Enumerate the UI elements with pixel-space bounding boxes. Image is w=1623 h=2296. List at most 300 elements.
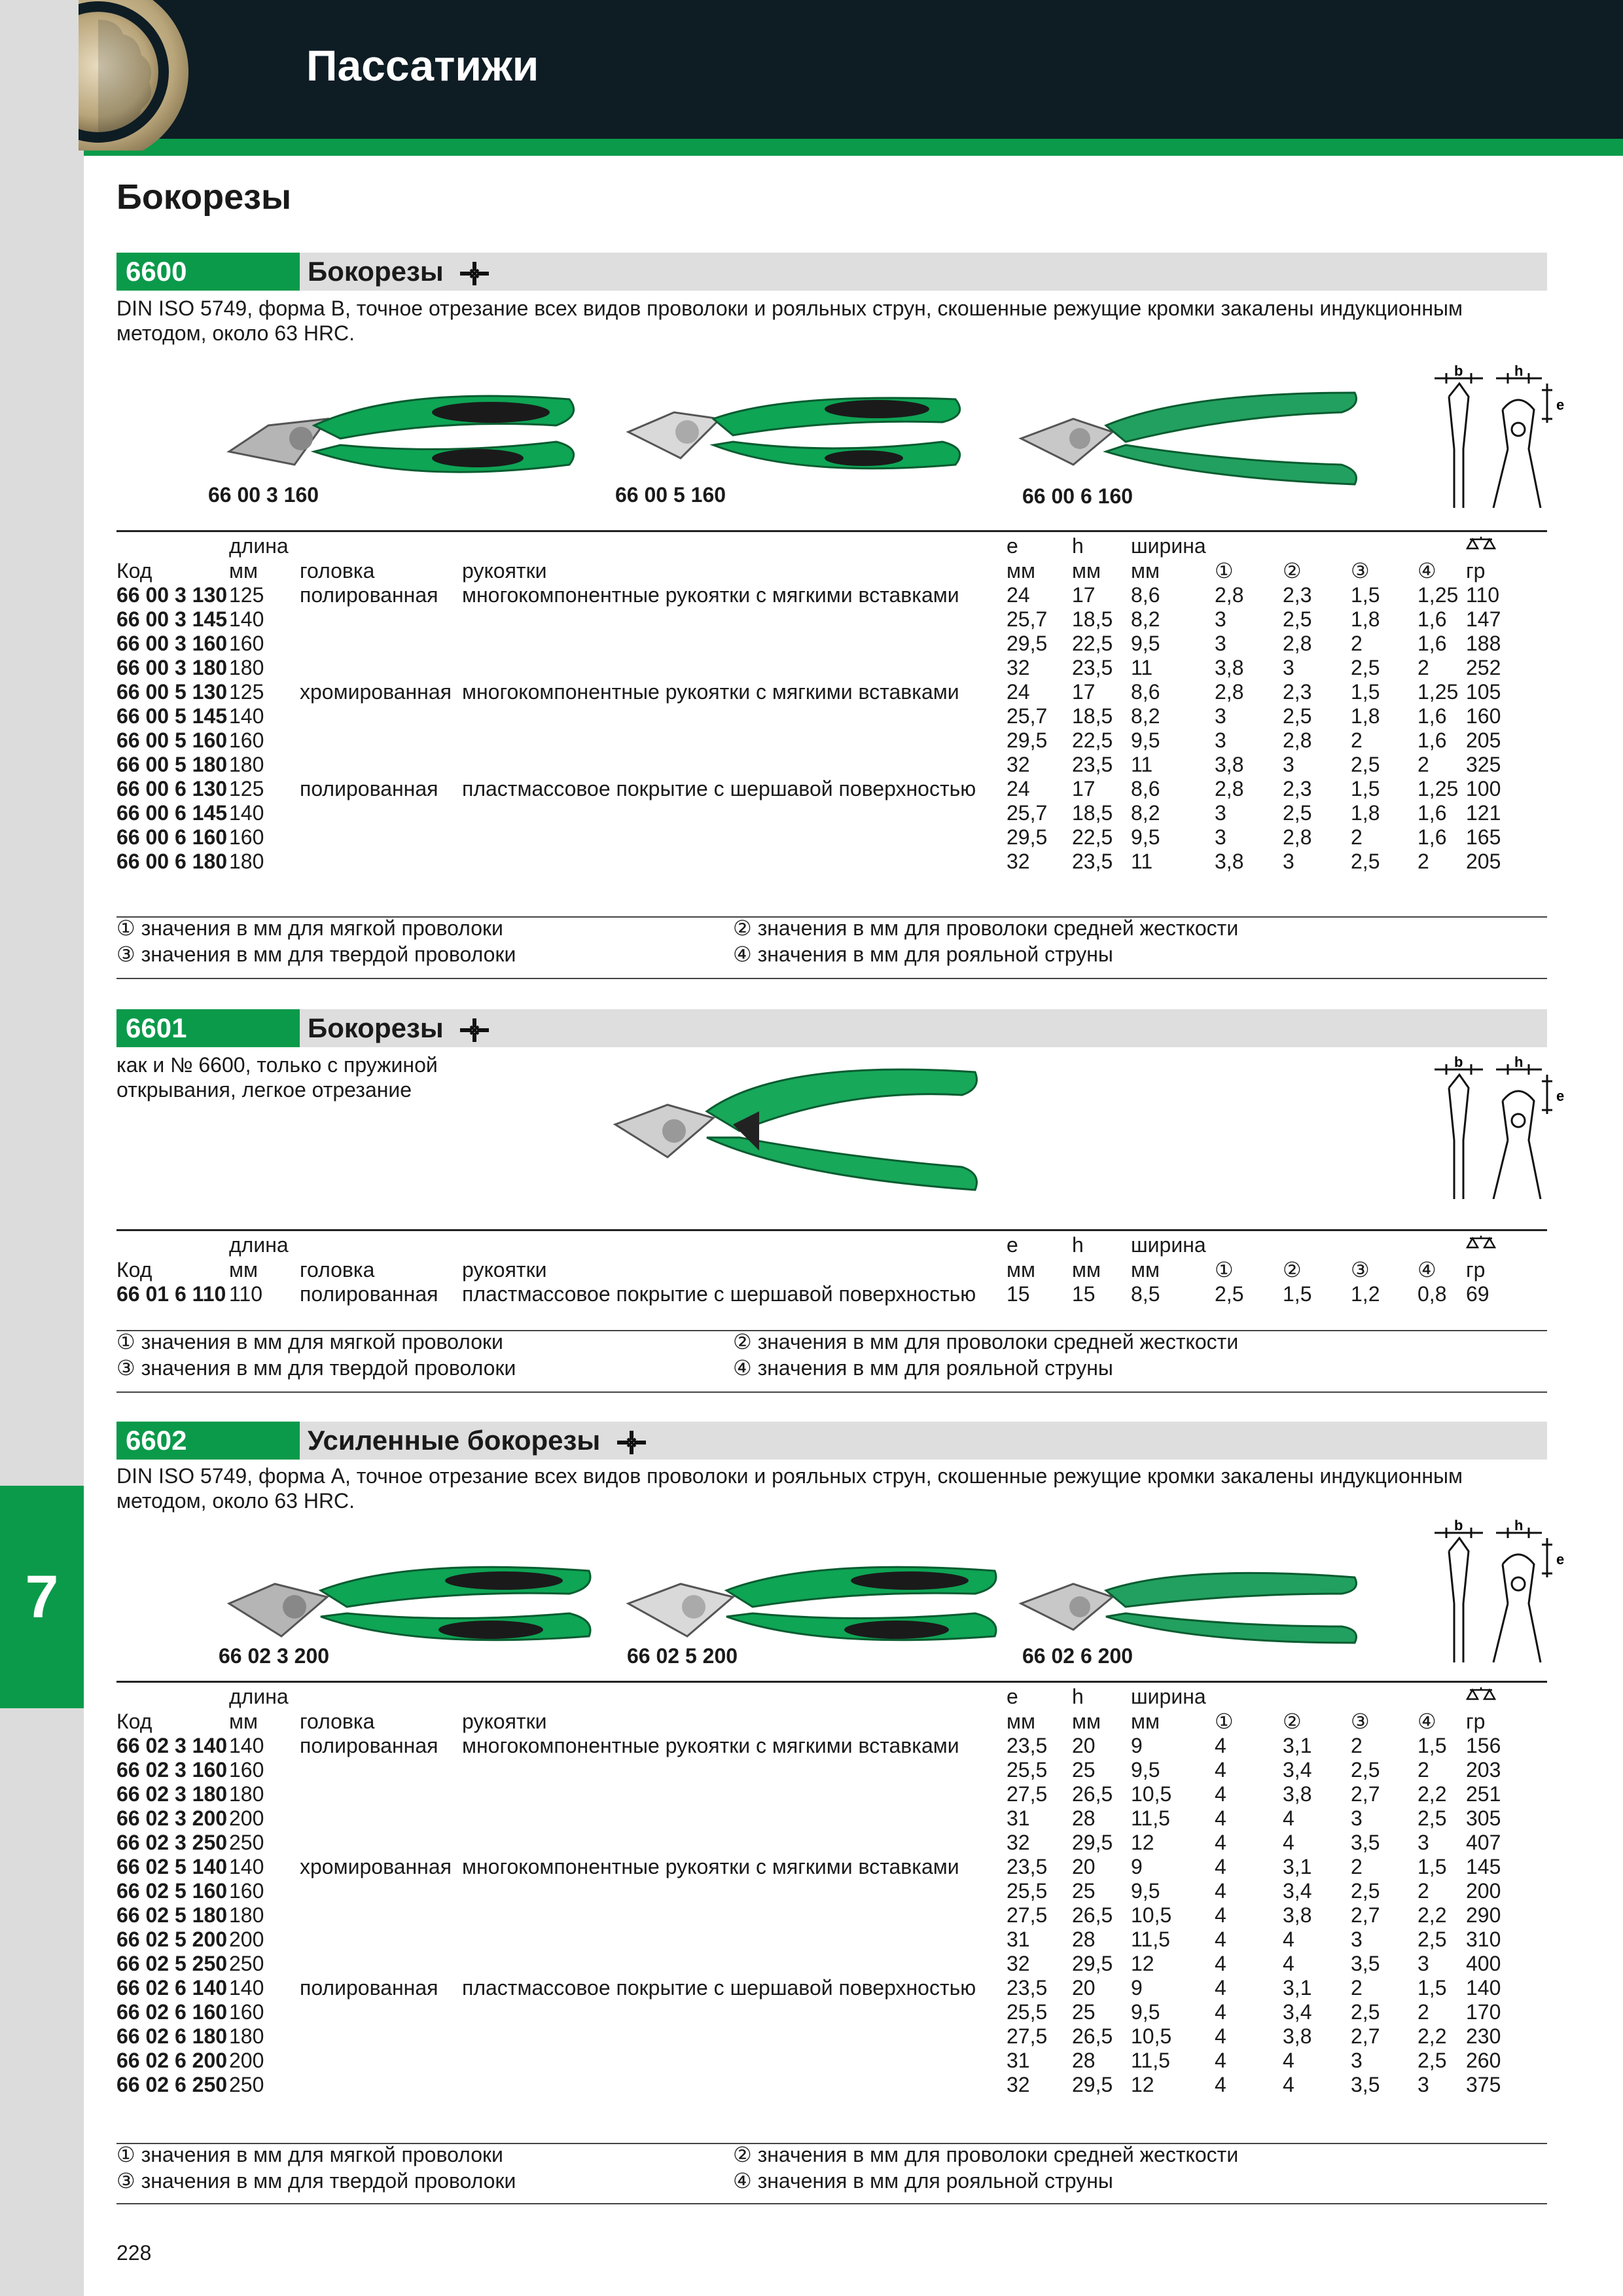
- cell-width: 10,5: [1131, 1782, 1172, 1806]
- header-3: ③: [1351, 1258, 1370, 1282]
- cell-length: 180: [229, 1903, 264, 1927]
- diagram-label-e: e: [1556, 1088, 1565, 1104]
- cell-e: 32: [1007, 1952, 1030, 1975]
- cell-e: 27,5: [1007, 2024, 1048, 2048]
- table-row: [116, 680, 1505, 704]
- cutter-symbol-icon: [457, 260, 491, 287]
- cell-val-4: 1,6: [1418, 607, 1447, 631]
- table-row: [116, 607, 1505, 632]
- table-row: [116, 728, 1505, 753]
- pliers-image-6600-6: [1014, 380, 1368, 497]
- cell-val-4: 2: [1418, 656, 1429, 679]
- section-end-rule: [116, 1391, 1547, 1393]
- pliers-image-6600-5: [615, 380, 988, 491]
- cell-e: 27,5: [1007, 1903, 1048, 1927]
- cell-h: 25: [1072, 1879, 1096, 1903]
- left-margin-strip: [0, 0, 84, 2296]
- cell-head: [300, 753, 462, 777]
- cell-e: 25,5: [1007, 1879, 1048, 1903]
- cell-handles: [462, 1782, 1007, 1806]
- cell-weight: 400: [1466, 1952, 1501, 1975]
- table-row: [116, 753, 1505, 777]
- footnote-1: ① значения в мм для мягкой проволоки: [116, 916, 503, 940]
- cell-val-3: 2,5: [1351, 1879, 1380, 1903]
- product-label: 66 02 5 200: [627, 1644, 738, 1668]
- gear-logo-icon: [79, 0, 190, 151]
- cell-val-1: 3,8: [1215, 753, 1244, 776]
- cell-length: 200: [229, 1806, 264, 1830]
- cell-weight: 203: [1466, 1758, 1501, 1782]
- cell-h: 22,5: [1072, 728, 1113, 752]
- cell-val-3: 3: [1351, 1928, 1363, 1951]
- cell-h: 15: [1072, 1282, 1096, 1306]
- cell-h: 18,5: [1072, 801, 1113, 825]
- cell-val-2: 2,8: [1283, 728, 1312, 752]
- cell-val-3: 1,2: [1351, 1282, 1380, 1306]
- header-head: головка: [300, 1258, 375, 1282]
- header-length: длина: [229, 534, 289, 558]
- cell-val-1: 4: [1215, 2049, 1226, 2072]
- cell-length: 140: [229, 704, 264, 728]
- cell-val-1: 3: [1215, 801, 1226, 825]
- footnotes-6602: [116, 2142, 1547, 2197]
- cell-code: 66 02 6 250: [116, 2073, 228, 2096]
- scale-icon: [1466, 1685, 1505, 1710]
- cell-head: полированная: [300, 583, 438, 607]
- header-4: ④: [1418, 559, 1436, 583]
- cell-width: 8,2: [1131, 801, 1160, 825]
- cell-code: 66 00 3 145: [116, 607, 228, 631]
- section-code: 6600: [116, 253, 300, 291]
- cell-length: 250: [229, 1831, 264, 1854]
- cell-head: [300, 850, 462, 874]
- cell-e: 15: [1007, 1282, 1030, 1306]
- header-h: h: [1072, 1685, 1084, 1708]
- cell-handles: [462, 2049, 1007, 2073]
- cell-weight: 110: [1466, 583, 1500, 607]
- cell-handles: [462, 632, 1007, 656]
- cell-val-3: 3,5: [1351, 1831, 1380, 1854]
- table-row: [116, 1831, 1505, 1855]
- cell-length: 160: [229, 825, 264, 849]
- cell-handles: пластмассовое покрытие с шершавой поверхностью: [462, 1282, 976, 1306]
- cell-weight: 188: [1466, 632, 1501, 655]
- cell-e: 29,5: [1007, 632, 1048, 655]
- section-code: 6601: [116, 1009, 300, 1047]
- section-code: 6602: [116, 1422, 300, 1460]
- cell-val-3: 2,7: [1351, 2024, 1380, 2048]
- table-row: [116, 1952, 1505, 1976]
- footnote-1: ① значения в мм для мягкой проволоки: [116, 2143, 503, 2166]
- cell-h: 22,5: [1072, 825, 1113, 849]
- cell-val-1: 3: [1215, 607, 1226, 631]
- cell-val-4: 0,8: [1418, 1282, 1447, 1306]
- header-1: ①: [1215, 1710, 1234, 1733]
- footnote-3: ③ значения в мм для твердой проволоки: [116, 942, 516, 966]
- cell-e: 29,5: [1007, 825, 1048, 849]
- cell-val-1: 4: [1215, 2073, 1226, 2096]
- header-green-bar: [84, 139, 1623, 156]
- header-handles: рукоятки: [462, 559, 547, 583]
- diagram-label-b: b: [1454, 1518, 1463, 1534]
- cell-val-2: 3: [1283, 656, 1294, 679]
- cell-val-4: 2: [1418, 1879, 1429, 1903]
- table-row: [116, 777, 1505, 801]
- header-h: h: [1072, 1233, 1084, 1257]
- cell-head: [300, 1831, 462, 1855]
- cell-val-3: 2,5: [1351, 753, 1380, 776]
- cell-weight: 156: [1466, 1734, 1501, 1757]
- dimension-diagram: [1431, 1518, 1588, 1662]
- cell-head: [300, 1928, 462, 1952]
- scale-icon: [1466, 534, 1505, 559]
- cell-code: 66 02 3 250: [116, 1831, 228, 1854]
- cell-val-2: 3,4: [1283, 2000, 1312, 2024]
- cell-weight: 310: [1466, 1928, 1501, 1951]
- cell-val-2: 2,3: [1283, 583, 1312, 607]
- table-row: [116, 656, 1505, 680]
- cell-head: [300, 1903, 462, 1928]
- cell-val-3: 3,5: [1351, 1952, 1380, 1975]
- footnote-2: ② значения в мм для проволоки средней жесткости: [733, 916, 1239, 940]
- cell-handles: [462, 607, 1007, 632]
- pliers-image-6600-3: [216, 380, 602, 491]
- cell-handles: [462, 1806, 1007, 1831]
- cell-length: 140: [229, 1734, 264, 1757]
- cell-e: 32: [1007, 850, 1030, 873]
- cell-code: 66 00 6 180: [116, 850, 228, 873]
- diagram-label-e: e: [1556, 1551, 1565, 1568]
- cell-handles: [462, 753, 1007, 777]
- cell-val-4: 3: [1418, 1831, 1429, 1854]
- cell-val-1: 4: [1215, 1806, 1226, 1830]
- cell-width: 8,6: [1131, 583, 1160, 607]
- table-body: [116, 583, 1505, 874]
- section-title-text: Усиленные бокорезы: [308, 1425, 601, 1456]
- cell-head: полированная: [300, 1734, 438, 1757]
- cell-val-1: 3: [1215, 704, 1226, 728]
- cell-width: 11,5: [1131, 1806, 1170, 1830]
- cell-val-4: 1,25: [1418, 583, 1459, 607]
- cell-code: 66 02 6 160: [116, 2000, 228, 2024]
- footnote-2: ② значения в мм для проволоки средней жесткости: [733, 2143, 1239, 2166]
- header-handles: рукоятки: [462, 1258, 547, 1282]
- cell-handles: [462, 850, 1007, 874]
- cell-code: 66 02 5 140: [116, 1855, 228, 1878]
- cell-h: 25: [1072, 2000, 1096, 2024]
- footnote-4: ④ значения в мм для рояльной струны: [733, 942, 1113, 966]
- product-label: 66 00 5 160: [615, 483, 726, 507]
- cell-val-2: 2,5: [1283, 704, 1312, 728]
- cell-val-1: 4: [1215, 1952, 1226, 1975]
- header-mm: мм: [1007, 1258, 1035, 1282]
- cell-code: 66 00 3 130: [116, 583, 228, 607]
- cell-width: 9: [1131, 1976, 1143, 2000]
- cell-val-2: 3,4: [1283, 1758, 1312, 1782]
- cell-val-3: 3: [1351, 1806, 1363, 1830]
- cell-val-2: 2,8: [1283, 632, 1312, 655]
- cell-val-1: 4: [1215, 1928, 1226, 1951]
- cell-val-1: 2,8: [1215, 680, 1244, 704]
- header-1: ①: [1215, 559, 1234, 583]
- header-1: ①: [1215, 1258, 1234, 1282]
- cell-val-2: 2,5: [1283, 607, 1312, 631]
- cell-handles: [462, 2000, 1007, 2024]
- table-header-row: [116, 1258, 1505, 1282]
- cell-weight: 200: [1466, 1879, 1501, 1903]
- cell-length: 180: [229, 850, 264, 873]
- section-title-text: Бокорезы: [308, 256, 444, 287]
- cell-val-4: 2,2: [1418, 1903, 1447, 1927]
- cell-handles: [462, 1903, 1007, 1928]
- table-header-row: [116, 559, 1505, 583]
- cell-handles: многокомпонентные рукоятки с мягкими вставками: [462, 680, 959, 704]
- cell-val-4: 1,5: [1418, 1855, 1447, 1878]
- cell-val-4: 2,2: [1418, 2024, 1447, 2048]
- cell-val-2: 1,5: [1283, 1282, 1312, 1306]
- cell-val-4: 1,6: [1418, 632, 1447, 655]
- cell-val-2: 3,1: [1283, 1734, 1312, 1757]
- cell-code: 66 00 5 145: [116, 704, 228, 728]
- cell-weight: 205: [1466, 850, 1501, 873]
- cell-width: 9: [1131, 1734, 1143, 1757]
- cell-width: 9: [1131, 1855, 1143, 1878]
- cell-length: 250: [229, 2073, 264, 2096]
- table-top-rule: [116, 530, 1547, 532]
- footnote-3: ③ значения в мм для твердой проволоки: [116, 2169, 516, 2193]
- cell-val-2: 2,8: [1283, 825, 1312, 849]
- cell-val-2: 3: [1283, 850, 1294, 873]
- table-row: [116, 801, 1505, 825]
- cell-width: 8,2: [1131, 607, 1160, 631]
- table-header-row: [116, 1710, 1505, 1734]
- cell-weight: 260: [1466, 2049, 1501, 2072]
- header-e: e: [1007, 1685, 1018, 1708]
- cell-width: 11: [1131, 850, 1153, 873]
- cell-length: 125: [229, 680, 264, 704]
- cell-length: 110: [229, 1282, 263, 1306]
- table-row: [116, 1782, 1505, 1806]
- cell-width: 9,5: [1131, 825, 1160, 849]
- cell-val-4: 1,6: [1418, 801, 1447, 825]
- cell-val-1: 4: [1215, 1758, 1226, 1782]
- table-row: [116, 632, 1505, 656]
- footnote-1: ① значения в мм для мягкой проволоки: [116, 1330, 503, 1354]
- section-title: [308, 253, 491, 291]
- header-mm: мм: [1072, 559, 1101, 583]
- cell-val-3: 2,5: [1351, 850, 1380, 873]
- cell-e: 24: [1007, 583, 1030, 607]
- cell-length: 180: [229, 753, 264, 776]
- cell-val-1: 3: [1215, 825, 1226, 849]
- footnote-4: ④ значения в мм для рояльной струны: [733, 2169, 1113, 2193]
- cell-code: 66 02 6 180: [116, 2024, 228, 2048]
- table-header-row-top: [116, 1685, 1505, 1710]
- cell-code: 66 00 6 145: [116, 801, 228, 825]
- cell-head: полированная: [300, 1282, 438, 1306]
- cell-val-2: 4: [1283, 1806, 1294, 1830]
- cell-val-3: 1,5: [1351, 680, 1380, 704]
- cutter-symbol-icon: [615, 1429, 649, 1456]
- table-top-rule: [116, 1681, 1547, 1683]
- header-3: ③: [1351, 1710, 1370, 1733]
- header-handles: рукоятки: [462, 1710, 547, 1733]
- header-4: ④: [1418, 1710, 1436, 1733]
- section-header-6602: [116, 1422, 1547, 1460]
- cell-code: 66 02 6 200: [116, 2049, 228, 2072]
- cell-weight: 252: [1466, 656, 1501, 679]
- dimension-diagram: [1431, 1055, 1588, 1199]
- table-row: [116, 704, 1505, 728]
- dimension-diagram: [1431, 364, 1588, 508]
- product-label: 66 00 6 160: [1022, 484, 1133, 508]
- header-2: ②: [1283, 559, 1302, 583]
- cell-weight: 69: [1466, 1282, 1489, 1306]
- cell-val-4: 1,6: [1418, 728, 1447, 752]
- header-head: головка: [300, 1710, 375, 1733]
- cell-weight: 145: [1466, 1855, 1501, 1878]
- table-row: [116, 1928, 1505, 1952]
- cell-handles: [462, 704, 1007, 728]
- cell-code: 66 00 3 160: [116, 632, 228, 655]
- cell-code: 66 02 5 160: [116, 1879, 228, 1903]
- cell-head: [300, 1879, 462, 1903]
- cell-val-1: 4: [1215, 1879, 1226, 1903]
- cell-val-1: 3: [1215, 728, 1226, 752]
- cell-width: 11,5: [1131, 1928, 1170, 1951]
- cell-code: 66 02 5 250: [116, 1952, 228, 1975]
- table-row: [116, 583, 1505, 607]
- diagram-label-b: b: [1454, 1055, 1463, 1070]
- header-2: ②: [1283, 1710, 1302, 1733]
- cell-code: 66 00 6 160: [116, 825, 228, 849]
- cell-weight: 105: [1466, 680, 1501, 704]
- cell-handles: [462, 656, 1007, 680]
- header-3: ③: [1351, 559, 1370, 583]
- cell-val-1: 4: [1215, 2000, 1226, 2024]
- header-4: ④: [1418, 1258, 1436, 1282]
- cell-val-2: 2,3: [1283, 680, 1312, 704]
- header-width: ширина: [1131, 1685, 1206, 1708]
- header-weight: гр: [1466, 1710, 1486, 1733]
- cell-val-1: 2,8: [1215, 583, 1244, 607]
- table-row: [116, 1903, 1505, 1928]
- cell-val-4: 3: [1418, 1952, 1429, 1975]
- cell-code: 66 02 3 160: [116, 1758, 228, 1782]
- cell-length: 200: [229, 2049, 264, 2072]
- cell-val-1: 3: [1215, 632, 1226, 655]
- cell-length: 160: [229, 1879, 264, 1903]
- cell-val-1: 2,5: [1215, 1282, 1244, 1306]
- cell-val-1: 3,8: [1215, 850, 1244, 873]
- header-e: e: [1007, 1233, 1018, 1257]
- cell-val-1: 4: [1215, 1831, 1226, 1854]
- cell-val-3: 2: [1351, 1976, 1363, 2000]
- cell-h: 26,5: [1072, 1782, 1113, 1806]
- cell-h: 23,5: [1072, 656, 1113, 679]
- section-title: [308, 1009, 491, 1047]
- cell-code: 66 00 3 180: [116, 656, 228, 679]
- cell-length: 160: [229, 632, 264, 655]
- cell-val-3: 1,5: [1351, 777, 1380, 800]
- page-number: 228: [116, 2241, 152, 2265]
- section-description: DIN ISO 5749, форма A, точное отрезание всех видов проволоки и рояльных струн, скошенные режущие кромки закалены индукционным методом, около 63 HRC.: [116, 1464, 1463, 1513]
- header-code: Код: [116, 559, 152, 583]
- section-title-text: Бокорезы: [308, 1013, 444, 1043]
- cell-width: 9,5: [1131, 2000, 1160, 2024]
- header-mm: мм: [229, 1710, 258, 1733]
- cell-width: 12: [1131, 2073, 1154, 2096]
- cell-width: 10,5: [1131, 1903, 1172, 1927]
- cell-code: 66 02 5 180: [116, 1903, 228, 1927]
- product-label: 66 02 3 200: [219, 1644, 330, 1668]
- cell-h: 26,5: [1072, 1903, 1113, 1927]
- cell-handles: [462, 2024, 1007, 2049]
- cell-handles: [462, 825, 1007, 850]
- cell-e: 32: [1007, 1831, 1030, 1854]
- pliers-image-6602-3: [216, 1551, 602, 1656]
- cell-code: 66 02 3 140: [116, 1734, 228, 1757]
- cell-val-2: 2,3: [1283, 777, 1312, 800]
- cell-h: 17: [1072, 680, 1096, 704]
- cell-width: 9,5: [1131, 632, 1160, 655]
- cell-head: [300, 1758, 462, 1782]
- cell-code: 66 01 6 110: [116, 1282, 226, 1306]
- diagram-label-e: e: [1556, 397, 1565, 413]
- header-length: длина: [229, 1685, 289, 1708]
- cell-val-2: 3,4: [1283, 1879, 1312, 1903]
- section-end-rule: [116, 2203, 1547, 2204]
- cell-val-2: 4: [1283, 2049, 1294, 2072]
- table-top-rule: [116, 1229, 1547, 1231]
- cell-e: 23,5: [1007, 1976, 1048, 2000]
- cell-length: 140: [229, 1855, 264, 1878]
- cell-val-4: 1,25: [1418, 777, 1459, 800]
- cell-val-3: 1,8: [1351, 607, 1380, 631]
- table-row: [116, 1282, 1505, 1306]
- header-length: длина: [229, 1233, 289, 1257]
- page-title: Бокорезы: [116, 177, 292, 217]
- header-code: Код: [116, 1258, 152, 1282]
- cell-handles: многокомпонентные рукоятки с мягкими вставками: [462, 1734, 959, 1757]
- cell-val-3: 2: [1351, 728, 1363, 752]
- cell-code: 66 00 5 130: [116, 680, 228, 704]
- cell-h: 28: [1072, 1928, 1096, 1951]
- cell-width: 10,5: [1131, 2024, 1172, 2048]
- cell-val-2: 3,8: [1283, 1903, 1312, 1927]
- cell-val-3: 3: [1351, 2049, 1363, 2072]
- cell-h: 28: [1072, 2049, 1096, 2072]
- cell-val-2: 3,8: [1283, 1782, 1312, 1806]
- cell-e: 25,7: [1007, 704, 1048, 728]
- cell-width: 9,5: [1131, 1758, 1160, 1782]
- cell-val-2: 4: [1283, 1952, 1294, 1975]
- table-row: [116, 850, 1505, 874]
- table-row: [116, 2073, 1505, 2097]
- cell-handles: многокомпонентные рукоятки с мягкими вставками: [462, 1855, 959, 1878]
- cell-h: 20: [1072, 1734, 1096, 1757]
- cell-width: 8,5: [1131, 1282, 1160, 1306]
- footnotes-6601: [116, 1329, 1547, 1384]
- cell-head: [300, 2049, 462, 2073]
- cell-weight: 407: [1466, 1831, 1501, 1854]
- footnote-2: ② значения в мм для проволоки средней жесткости: [733, 1330, 1239, 1354]
- cell-val-4: 2,2: [1418, 1782, 1447, 1806]
- cell-val-3: 1,5: [1351, 583, 1380, 607]
- cell-width: 9,5: [1131, 1879, 1160, 1903]
- spec-table-6601: [116, 1233, 1505, 1306]
- cell-val-4: 2: [1418, 850, 1429, 873]
